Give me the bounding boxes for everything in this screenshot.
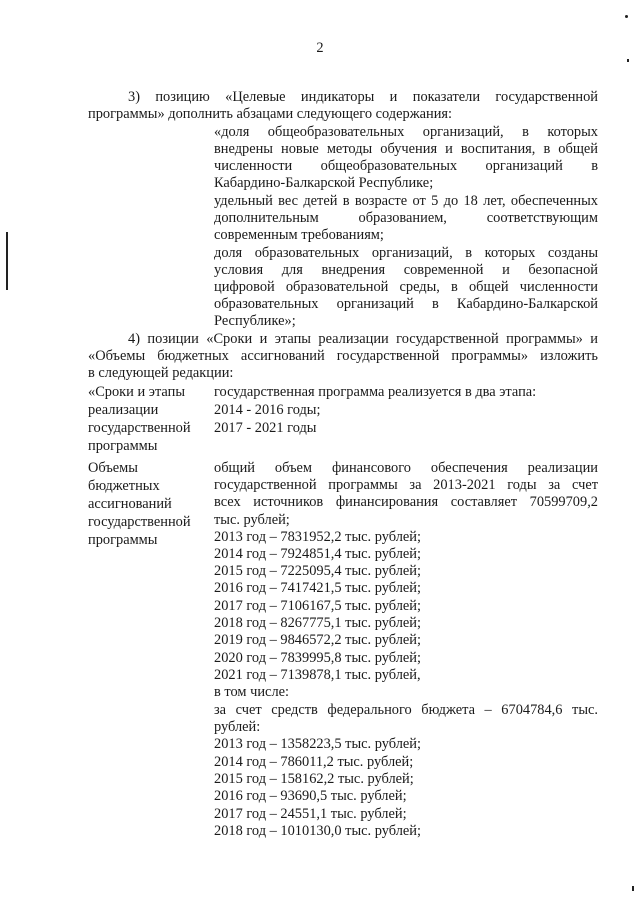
item3-line-2: программы» дополнить абзацами следующего содержания: <box>88 106 453 122</box>
year-total: 2018 год – 8267775,1 тыс. рублей; <box>214 615 421 631</box>
year-federal: 2014 год – 786011,2 тыс. рублей; <box>214 754 414 770</box>
year-federal: 2016 год – 93690,5 тыс. рублей; <box>214 788 407 804</box>
item4-line-3: в следующей редакции: <box>88 365 234 381</box>
year-total: 2021 год – 7139878,1 тыс. рублей, <box>214 667 421 683</box>
indicator-3-line: образовательных организаций в Кабардино-Балкарской <box>214 296 598 312</box>
terms-value: 2017 - 2021 годы <box>214 420 317 436</box>
year-total: 2017 год – 7106167,5 тыс. рублей; <box>214 598 421 614</box>
year-federal: 2013 год – 1358223,5 тыс. рублей; <box>214 736 421 752</box>
indicator-2-line: удельный вес детей в возрасте от 5 до 18 лет, обеспеченных <box>214 193 598 209</box>
volumes-label: ассигнований <box>88 496 172 512</box>
volumes-intro: всех источников финансирования составляет 70599709,2 <box>214 494 598 510</box>
indicator-1-line: Кабардино-Балкарской Республике; <box>214 175 434 191</box>
item3-line-1: 3) позицию «Целевые индикаторы и показатели государственной <box>128 89 598 105</box>
volumes-label: бюджетных <box>88 478 160 494</box>
indicator-2-line: современным требованиям; <box>214 227 384 243</box>
year-total: 2019 год – 9846572,2 тыс. рублей; <box>214 632 421 648</box>
year-federal: 2018 год – 1010130,0 тыс. рублей; <box>214 823 421 839</box>
page-number: 2 <box>316 40 324 56</box>
year-total: 2016 год – 7417421,5 тыс. рублей; <box>214 580 421 596</box>
year-total: 2013 год – 7831952,2 тыс. рублей; <box>214 529 421 545</box>
terms-label: программы <box>88 438 158 454</box>
indicator-1-line: внедрены новые методы обучения и воспитания, в общей <box>214 141 598 157</box>
terms-value: государственная программа реализуется в два этапа: <box>214 384 537 400</box>
volumes-label: Объемы <box>88 460 138 476</box>
indicator-3-line: доля образовательных организаций, в которых созданы <box>214 245 598 261</box>
indicator-2-line: дополнительным образованием, соответствующим <box>214 210 598 226</box>
indicator-1-line: численности общеобразовательных организаций в <box>214 158 598 174</box>
year-federal: 2015 год – 158162,2 тыс. рублей; <box>214 771 414 787</box>
terms-label: «Сроки и этапы <box>88 384 185 400</box>
scan-margin-mark <box>6 232 8 290</box>
terms-label: государственной <box>88 420 191 436</box>
volumes-label: государственной <box>88 514 191 530</box>
indicator-3-line: цифровой образовательной среды, в общей численности <box>214 279 598 295</box>
scan-dot <box>632 886 634 891</box>
year-total: 2015 год – 7225095,4 тыс. рублей; <box>214 563 421 579</box>
federal-budget-line: рублей: <box>214 719 261 735</box>
item4-line-1: 4) позиции «Сроки и этапы реализации государственной программы» и <box>128 331 598 347</box>
item4-line-2: «Объемы бюджетных ассигнований государственной программы» изложить <box>88 348 598 364</box>
scan-dot <box>625 15 628 18</box>
volumes-label: программы <box>88 532 158 548</box>
indicator-1-line: «доля общеобразовательных организаций, в которых <box>214 124 598 140</box>
year-total: 2020 год – 7839995,8 тыс. рублей; <box>214 650 421 666</box>
indicator-3-line: условия для внедрения современной и безопасной <box>214 262 598 278</box>
indicator-3-line: Республике»; <box>214 313 296 329</box>
scan-dot <box>627 59 629 62</box>
including-label: в том числе: <box>214 684 290 700</box>
year-total: 2014 год – 7924851,4 тыс. рублей; <box>214 546 421 562</box>
volumes-intro: общий объем финансового обеспечения реализации <box>214 460 598 476</box>
terms-value: 2014 - 2016 годы; <box>214 402 321 418</box>
year-federal: 2017 год – 24551,1 тыс. рублей; <box>214 806 407 822</box>
volumes-intro: тыс. рублей; <box>214 512 290 528</box>
terms-label: реализации <box>88 402 159 418</box>
federal-budget-line: за счет средств федерального бюджета – 6704784,6 тыс. <box>214 702 598 718</box>
volumes-intro: государственной программы за 2013-2021 годы за счет <box>214 477 598 493</box>
